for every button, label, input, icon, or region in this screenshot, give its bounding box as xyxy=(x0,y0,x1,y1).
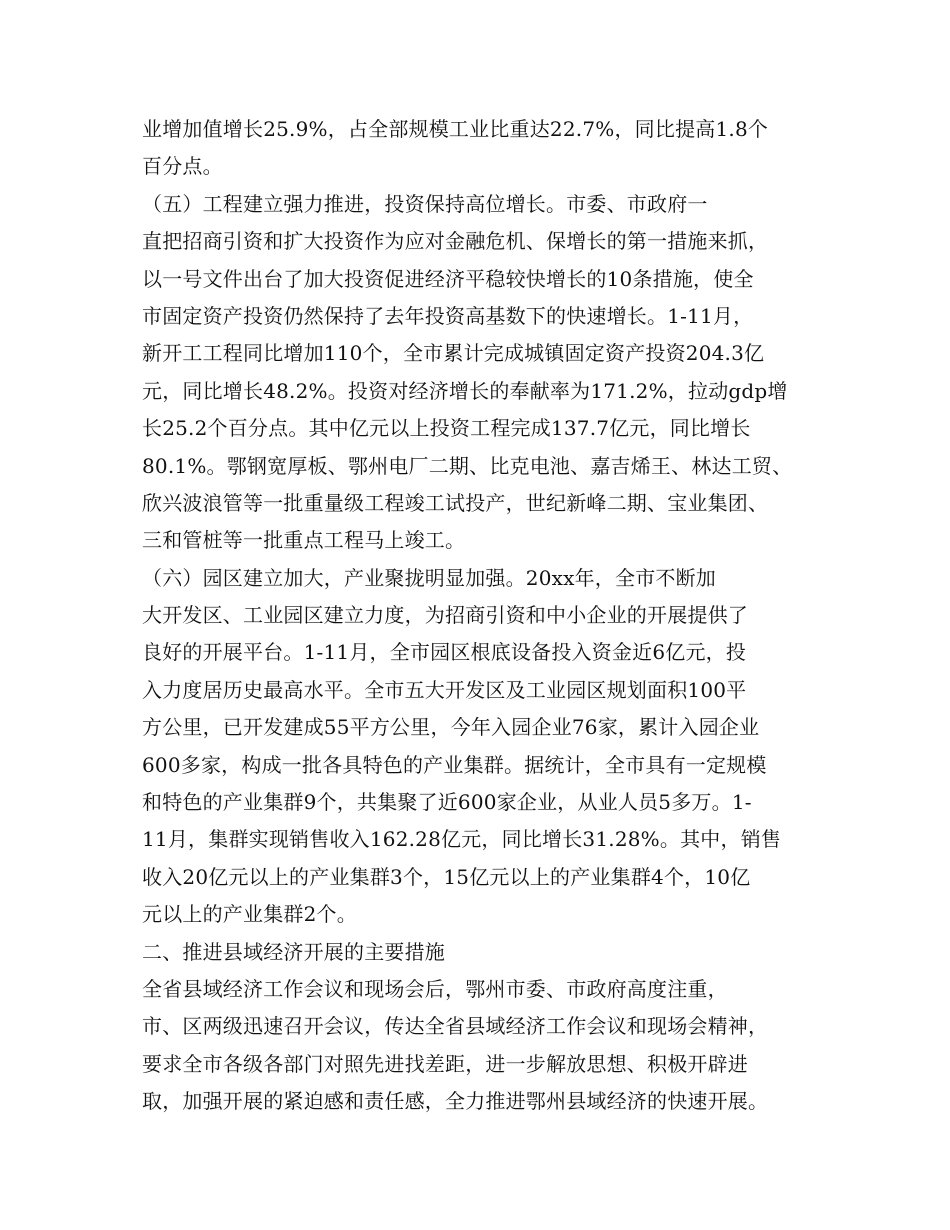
text-line: 良好的开展平台。1-11月，全市园区根底设备投入资金近6亿元，投 xyxy=(142,640,747,665)
text-line: 长25.2个百分点。其中亿元以上投资工程完成137.7亿元，同比增长 xyxy=(142,416,751,441)
section-heading xyxy=(142,934,822,971)
text-line: 11月，集群实现销售收入162.28亿元，同比增长31.28%。其中，销售 xyxy=(142,827,782,852)
text-line: 取，加强开展的紧迫感和责任感，全力推进鄂州县域经济的快速开展。 xyxy=(142,1089,769,1114)
text-line: 百分点。 xyxy=(142,154,223,179)
heading-line: 二、推进县域经济开展的主要措施 xyxy=(142,939,445,964)
text-line: 业增加值增长25.9%，占全部规模工业比重达22.7%，同比提高1.8个 xyxy=(142,117,769,141)
paragraph-3 xyxy=(142,560,822,934)
paragraph-2 xyxy=(142,186,822,560)
document-page xyxy=(142,111,822,1121)
text-line: 方公里，已开发建成55平方公里，今年入园企业76家，累计入园企业 xyxy=(142,715,760,740)
paragraph-1 xyxy=(142,111,822,186)
text-line: 元以上的产业集群2个。 xyxy=(142,902,357,927)
text-line: （五）工程建立强力推进，投资保持高位增长。市委、市政府一 xyxy=(142,191,708,216)
text-line: 欣兴波浪管等一批重量级工程竣工试投产，世纪新峰二期、宝业集团、 xyxy=(142,490,769,515)
text-line: 收入20亿元以上的产业集群3个，15亿元以上的产业集群4个，10亿 xyxy=(142,864,751,889)
text-line: 市、区两级迅速召开会议，传达全省县域经济工作会议和现场会精神， xyxy=(142,1014,769,1039)
text-line: 和特色的产业集群9个，共集聚了近600家企业，从业人员5多万。1- xyxy=(142,790,752,815)
text-line: 新开工工程同比增加110个，全市累计完成城镇固定资产投资204.3亿 xyxy=(142,341,765,366)
text-line: 600多家，构成一批各具特色的产业集群。据统计，全市具有一定规模 xyxy=(142,752,767,777)
text-line: 要求全市各级各部门对照先进找差距，进一步解放思想、积极开辟进 xyxy=(142,1051,748,1076)
paragraph-5 xyxy=(142,971,822,1121)
text-line: 全省县域经济工作会议和现场会后，鄂州市委、市政府高度注重， xyxy=(142,976,728,1001)
text-line: 三和管桩等一批重点工程马上竣工。 xyxy=(142,528,466,553)
text-line: 大开发区、工业园区建立力度，为招商引资和中小企业的开展提供了 xyxy=(142,603,748,628)
text-line: 80.1%。鄂钢宽厚板、鄂州电厂二期、比克电池、嘉吉烯王、林达工贸、 xyxy=(142,453,793,478)
text-line: 直把招商引资和扩大投资作为应对金融危机、保增长的第一措施来抓， xyxy=(142,229,769,254)
text-line: 入力度居历史最高水平。全市五大开发区及工业园区规划面积100平 xyxy=(142,677,747,702)
text-line: 元，同比增长48.2%。投资对经济增长的奉献率为171.2%，拉动gdp增 xyxy=(142,378,788,403)
text-line: 市固定资产投资仍然保持了去年投资高基数下的快速增长。1-11月， xyxy=(142,303,754,328)
text-line: （六）园区建立加大，产业聚拢明显加强。20xx年，全市不断加 xyxy=(142,565,717,590)
text-line: 以一号文件出台了加大投资促进经济平稳较快增长的10条措施，使全 xyxy=(142,266,754,291)
